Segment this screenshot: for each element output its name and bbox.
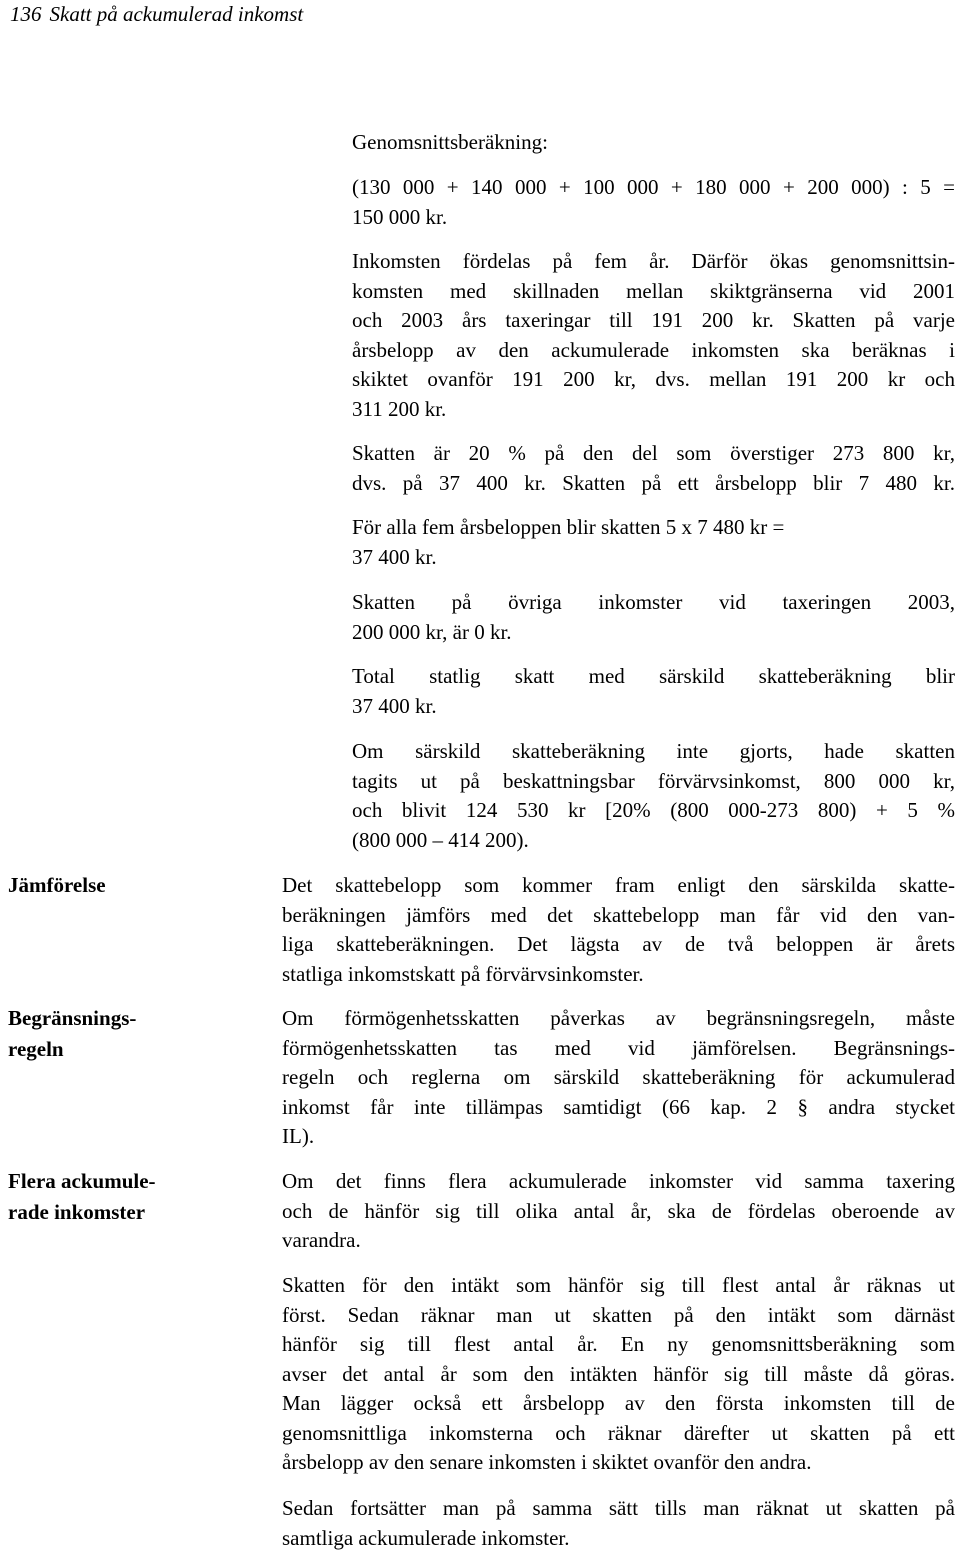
- text-line: Total statlig skatt med särskild skatteberäkning blir: [352, 664, 955, 688]
- text-line: komsten med skillnaden mellan skiktgränserna vid 2001: [352, 278, 955, 303]
- text-line: först. Sedan räknar man ut skatten på den intäkt som därnäst: [282, 1302, 955, 1327]
- text-line: regeln och reglerna om särskild skatteberäkning för ackumulerad: [282, 1065, 955, 1089]
- text-line: 37 400 kr.: [352, 544, 437, 569]
- text-line: Skatten är 20 % på den del som överstiger 273 800 kr,: [352, 441, 955, 465]
- text-line: och 2003 års taxeringar till 191 200 kr. Skatten på varje: [352, 308, 955, 332]
- margin-heading-flera: [8, 1166, 258, 1228]
- text-line: dvs. på 37 400 kr. Skatten på ett årsbelopp blir 7 480 kr.: [352, 470, 955, 495]
- margin-heading-line: regeln: [8, 1037, 64, 1061]
- text-line: samtliga ackumulerade inkomster.: [282, 1525, 570, 1550]
- text-line: Skatten på övriga inkomster vid taxeringen 2003,: [352, 590, 955, 614]
- page-header: [10, 0, 303, 28]
- body-paragraph: [282, 1167, 955, 1256]
- margin-heading-line: rade inkomster: [8, 1200, 146, 1224]
- text-line: 37 400 kr.: [352, 693, 437, 718]
- text-line: statliga inkomstskatt på förvärvsinkomster.: [282, 961, 644, 986]
- text-line: tagits ut på beskattningsbar förvärvsinkomst, 800 000 kr,: [352, 768, 955, 793]
- text-line: (130 000 + 140 000 + 100 000 + 180 000 + 200 000) : 5 =: [352, 175, 955, 199]
- example-calculation: [352, 173, 955, 232]
- example-paragraph: [352, 662, 955, 721]
- text-line: beräkningen jämförs med det skattebelopp man får vid den van-: [282, 902, 955, 927]
- text-line: Om särskild skatteberäkning inte gjorts, hade skatten: [352, 739, 955, 763]
- running-title: Skatt på ackumulerad inkomst: [49, 2, 304, 26]
- text-line: liga skatteberäkningen. Det lägsta av de två beloppen är årets: [282, 932, 955, 956]
- body-paragraph: [282, 871, 955, 989]
- text-line: Om det finns flera ackumulerade inkomster vid samma taxering: [282, 1169, 955, 1193]
- body-paragraph: [282, 1494, 955, 1553]
- example-paragraph: [352, 737, 955, 855]
- margin-heading-line: Jämförelse: [8, 873, 106, 897]
- text-line: varandra.: [282, 1228, 361, 1252]
- text-line: 200 000 kr, är 0 kr.: [352, 619, 512, 644]
- margin-heading-jamforelse: [8, 870, 258, 901]
- text-line: Om förmögenhetsskatten påverkas av begränsningsregeln, måste: [282, 1006, 955, 1030]
- text-line: årsbelopp av den senare inkomsten i skiktet ovanför den andra.: [282, 1450, 812, 1474]
- example-heading: [352, 128, 955, 158]
- text-line: och de hänför sig till olika antal år, ska de fördelas oberoende av: [282, 1198, 955, 1223]
- text-line: inkomst får inte tillämpas samtidigt (66 kap. 2 § andra stycket: [282, 1094, 955, 1119]
- text-line: årsbelopp av den ackumulerade inkomsten ska beräknas i: [352, 337, 955, 362]
- page-number: 136: [10, 2, 42, 26]
- text-line: (800 000 – 414 200).: [352, 827, 529, 852]
- text-line: Man lägger också ett årsbelopp av den första inkomsten till de: [282, 1391, 955, 1415]
- text-line: Skatten för den intäkt som hänför sig till flest antal år räknas ut: [282, 1273, 955, 1297]
- example-paragraph: [352, 247, 955, 424]
- margin-heading-begransningsregeln: [8, 1003, 258, 1065]
- text-line: hänför sig till flest antal år. En ny genomsnittsberäkning som: [282, 1332, 955, 1356]
- example-paragraph: [352, 439, 955, 498]
- text-line: förmögenhetsskatten tas med vid jämförelsen. Begränsnings-: [282, 1035, 955, 1060]
- text-line: avser det antal år som den intäkten hänför sig till måste då göras.: [282, 1361, 955, 1386]
- text-line: Genomsnittsberäkning:: [352, 130, 548, 154]
- text-line: 150 000 kr.: [352, 204, 448, 229]
- text-line: Sedan fortsätter man på samma sätt tills man räknat ut skatten på: [282, 1496, 955, 1520]
- text-line: och blivit 124 530 kr [20% (800 000-273 800) + 5 %: [352, 798, 955, 822]
- text-line: skiktet ovanför 191 200 kr, dvs. mellan 191 200 kr och: [352, 367, 955, 391]
- text-line: IL).: [282, 1124, 315, 1148]
- text-line: Det skattebelopp som kommer fram enligt den särskilda skatte-: [282, 873, 955, 897]
- example-paragraph: [352, 588, 955, 647]
- margin-heading-line: Flera ackumule-: [8, 1169, 156, 1193]
- body-paragraph: [282, 1004, 955, 1152]
- example-paragraph: [352, 513, 955, 572]
- body-paragraph: [282, 1271, 955, 1478]
- text-line: 311 200 kr.: [352, 396, 447, 421]
- margin-heading-line: Begränsnings-: [8, 1006, 137, 1030]
- text-line: Inkomsten fördelas på fem år. Därför ökas genomsnittsin-: [352, 249, 955, 273]
- text-line: För alla fem årsbeloppen blir skatten 5 x 7 480 kr =: [352, 515, 785, 539]
- text-line: genomsnittliga inkomsterna och räknar därefter ut skatten på ett: [282, 1420, 955, 1445]
